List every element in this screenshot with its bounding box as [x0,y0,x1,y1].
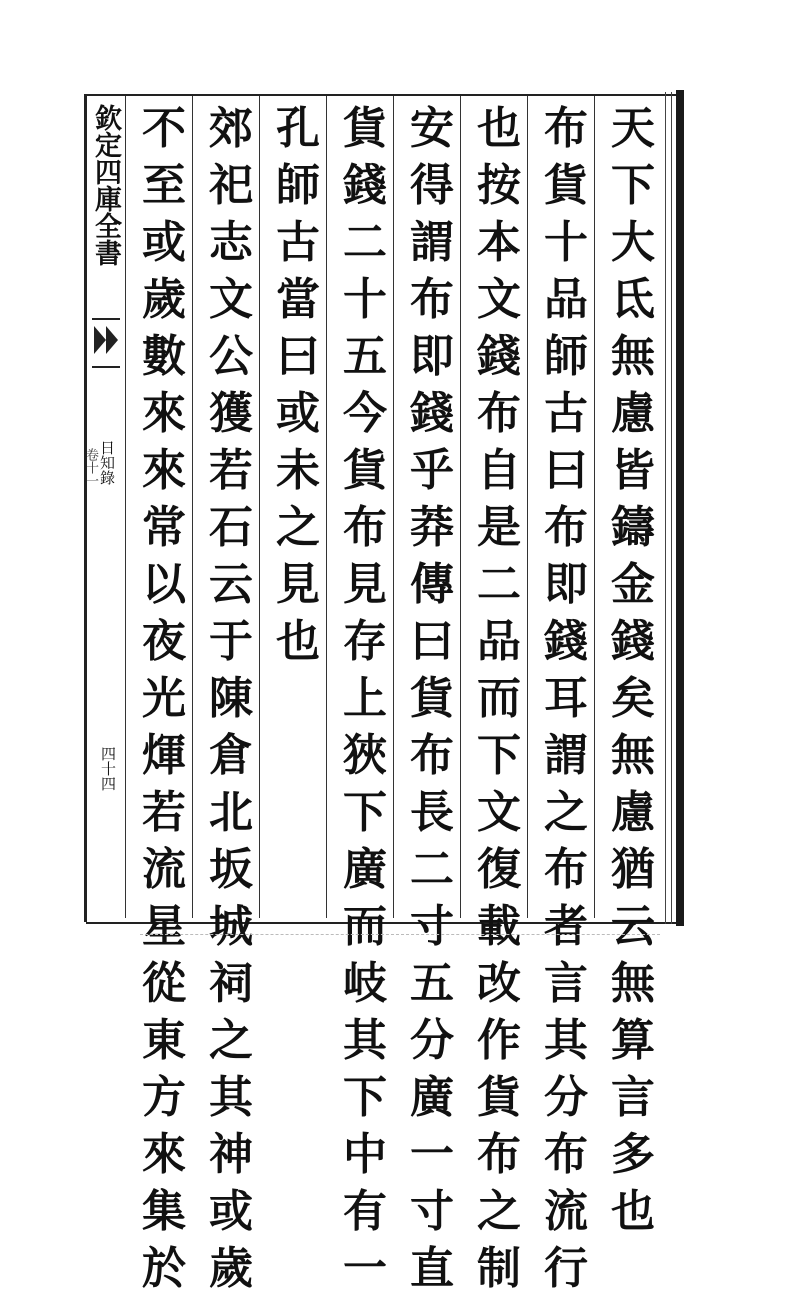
character: 之 [276,502,320,553]
character: 神 [209,1129,253,1180]
character: 自 [477,445,521,496]
fish-tail-mark-icon [92,318,120,368]
character: 石 [209,502,253,553]
character: 獲 [209,388,253,439]
character: 也 [477,103,521,154]
right-border [676,90,684,926]
character: 未 [276,445,320,496]
character: 中 [343,1129,387,1180]
character: 布 [544,1129,588,1180]
character: 布 [343,502,387,553]
left-border [84,94,87,922]
character: 品 [544,274,588,325]
character: 數 [142,331,186,382]
character: 公 [209,331,253,382]
character: 矣 [611,673,655,724]
character: 至 [142,160,186,211]
character: 祠 [209,958,253,1009]
character: 孔 [276,103,320,154]
character: 云 [611,901,655,952]
character: 無 [611,730,655,781]
character: 布 [544,103,588,154]
character: 下 [611,160,655,211]
character: 以 [142,559,186,610]
character: 五 [343,331,387,382]
character: 五 [410,958,454,1009]
character: 二 [477,559,521,610]
character: 光 [142,673,186,724]
character: 煇 [142,730,186,781]
character: 于 [209,616,253,667]
character: 其 [343,1015,387,1066]
text-column-1 [600,100,666,1237]
character: 二 [343,217,387,268]
character: 錢 [410,388,454,439]
character: 倉 [209,730,253,781]
right-edge-strip [665,92,672,924]
character: 布 [477,388,521,439]
character: 於 [142,1243,186,1294]
character: 古 [276,217,320,268]
character: 改 [477,958,521,1009]
character: 莽 [410,502,454,553]
character: 貨 [343,445,387,496]
character: 郊 [209,103,253,154]
character: 曰 [544,445,588,496]
character: 或 [142,217,186,268]
character: 皆 [611,445,655,496]
character: 慮 [611,787,655,838]
character: 錢 [477,331,521,382]
text-column-5 [332,100,398,1294]
character: 一 [343,1243,387,1294]
character: 謂 [544,730,588,781]
section-title: 日知錄 [98,440,116,485]
character: 分 [544,1072,588,1123]
character: 來 [142,388,186,439]
fish-tail-right-icon [106,326,118,354]
character: 二 [410,844,454,895]
text-column-6 [265,100,331,918]
character: 曰 [410,616,454,667]
character: 而 [343,901,387,952]
character: 上 [343,673,387,724]
character: 志 [209,217,253,268]
column-separator [125,96,126,918]
character: 也 [276,616,320,667]
character: 歲 [142,274,186,325]
character: 布 [544,844,588,895]
character: 之 [209,1015,253,1066]
bottom-margin-marks [140,928,660,935]
character: 師 [544,331,588,382]
text-column-7 [198,100,264,1294]
character: 下 [343,787,387,838]
character: 品 [477,616,521,667]
book-title: 欽定四庫全書 [90,104,121,266]
text-column-4 [399,100,465,1294]
character: 夜 [142,616,186,667]
character: 從 [142,958,186,1009]
character: 方 [142,1072,186,1123]
character: 多 [611,1129,655,1180]
character: 長 [410,787,454,838]
character: 其 [209,1072,253,1123]
page-number: 四十四 [99,746,117,791]
character: 文 [477,274,521,325]
character: 耳 [544,673,588,724]
character: 言 [544,958,588,1009]
character: 歲 [209,1243,253,1294]
text-column-3 [466,100,532,1294]
character: 東 [142,1015,186,1066]
character: 見 [276,559,320,610]
character: 貨 [343,103,387,154]
character: 師 [276,160,320,211]
character: 流 [544,1186,588,1237]
character: 北 [209,787,253,838]
character: 十 [544,217,588,268]
text-column-2 [533,100,599,1294]
character: 得 [410,160,454,211]
character: 天 [611,103,655,154]
character: 來 [142,445,186,496]
character: 氐 [611,274,655,325]
character: 云 [209,559,253,610]
character: 也 [611,1186,655,1237]
character: 金 [611,559,655,610]
character: 若 [142,787,186,838]
character: 安 [410,103,454,154]
character: 布 [410,274,454,325]
character: 見 [343,559,387,610]
character: 下 [477,730,521,781]
character: 布 [477,1129,521,1180]
character: 即 [410,331,454,382]
character: 謂 [410,217,454,268]
character: 坂 [209,844,253,895]
character: 集 [142,1186,186,1237]
character: 錢 [343,160,387,211]
character: 曰 [276,331,320,382]
character: 錢 [611,616,655,667]
character: 載 [477,901,521,952]
character: 狹 [343,730,387,781]
volume-note: 卷十一 [83,448,98,487]
character: 按 [477,160,521,211]
character: 陳 [209,673,253,724]
character: 而 [477,673,521,724]
character: 大 [611,217,655,268]
character: 慮 [611,388,655,439]
character: 不 [142,103,186,154]
character: 傳 [410,559,454,610]
character: 直 [410,1243,454,1294]
character: 廣 [410,1072,454,1123]
character: 無 [611,958,655,1009]
character: 之 [477,1186,521,1237]
character: 猶 [611,844,655,895]
character: 城 [209,901,253,952]
character: 來 [142,1129,186,1180]
character: 文 [477,787,521,838]
character: 制 [477,1243,521,1294]
character: 乎 [410,445,454,496]
character: 有 [343,1186,387,1237]
character: 常 [142,502,186,553]
character: 布 [544,502,588,553]
character: 行 [544,1243,588,1294]
character: 貨 [410,673,454,724]
character: 岐 [343,958,387,1009]
character: 鑄 [611,502,655,553]
character: 貨 [477,1072,521,1123]
fish-tail-left-icon [94,326,106,354]
character: 寸 [410,1186,454,1237]
character: 寸 [410,901,454,952]
character: 古 [544,388,588,439]
character: 貨 [544,160,588,211]
character: 或 [276,388,320,439]
character: 下 [343,1072,387,1123]
character: 無 [611,331,655,382]
character: 言 [611,1072,655,1123]
character: 之 [544,787,588,838]
character: 算 [611,1015,655,1066]
character: 其 [544,1015,588,1066]
character: 十 [343,274,387,325]
character: 文 [209,274,253,325]
character: 星 [142,901,186,952]
character: 是 [477,502,521,553]
character: 復 [477,844,521,895]
character: 存 [343,616,387,667]
character: 廣 [343,844,387,895]
character: 即 [544,559,588,610]
character: 流 [142,844,186,895]
character: 今 [343,388,387,439]
character: 作 [477,1015,521,1066]
text-column-8 [131,100,197,1294]
character: 布 [410,730,454,781]
character: 本 [477,217,521,268]
character: 分 [410,1015,454,1066]
character: 或 [209,1186,253,1237]
character: 者 [544,901,588,952]
character: 錢 [544,616,588,667]
character: 一 [410,1129,454,1180]
character: 當 [276,274,320,325]
character: 若 [209,445,253,496]
character: 祀 [209,160,253,211]
